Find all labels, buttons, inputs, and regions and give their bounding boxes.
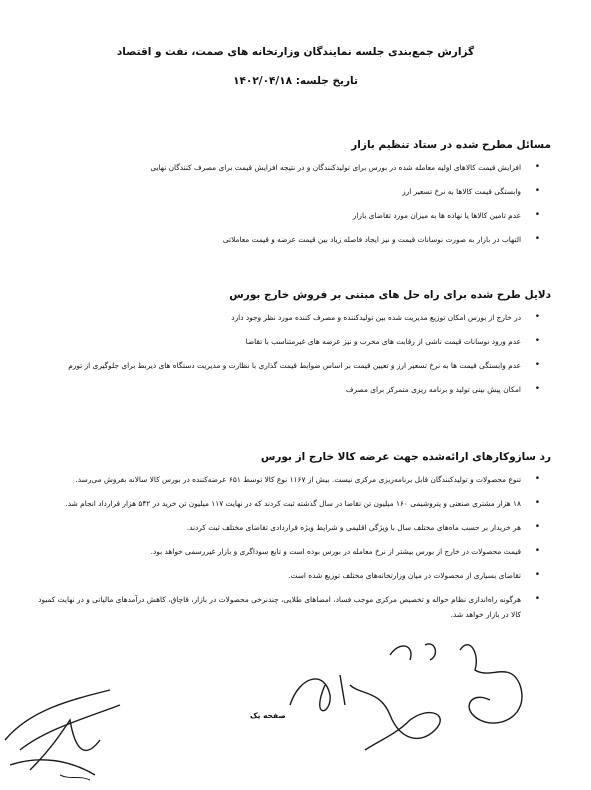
- list-item: • قیمت محصولات در خارج از بورس بیشتر از نرخ معامله در بورس بوده است و تابع سوداگری و بازار غیررسمی خواهد بود.: [31, 544, 551, 559]
- list-item: • وابستگی قیمت کالاها به نرخ تسعیر ارز: [31, 184, 551, 199]
- section-title: رد سازوکارهای ارائه‌شده جهت عرضه کالا خارج از بورس: [260, 451, 551, 463]
- section-market-issues: [31, 139, 551, 256]
- list-item: • ۱۸ هزار مشتری صنعتی و پتروشیمی ۱۶۰ میلیون تن تقاضا در سال گذشته ثبت کردند که در نهایت ۱۱۷ میلیون تن خرید در ۵۴۲ هزار قرارداد انجام شد.: [31, 496, 551, 511]
- list-item: • هر خریدار بر حسب ماه‌های مختلف سال با ویژگی اقلیمی و شرایط ویژه قراردادی تقاضای مختلف ثبت کردند.: [31, 520, 551, 535]
- list-item: • در خارج از بورس امکان توزیع مدیریت شده بین تولیدکننده و مصرف کننده مورد نظر وجود دارد: [31, 310, 551, 325]
- list-item: • تنوع محصولات و تولیدکنندگان قابل برنامه‌ریزی مرکزی نیست. بیش از ۱۱۶۷ نوع کالا توسط ۶۵۱ عرضه‌کننده در بورس کالا سالانه بفروش می‌رسد.: [31, 472, 551, 487]
- section-rejection: [31, 451, 551, 631]
- list-item: • عدم وابستگی قیمت ها به نرخ تسعیر ارز و تعیین قیمت بر اساس ضوابط قیمت گذاری با نظارت و مدیریت دستگاه های ذیربط برای جلوگیری از تورم: [31, 358, 551, 373]
- document-header: [0, 46, 591, 87]
- list-item: • عدم تامین کالاها یا نهاده ها به میزان مورد تقاضای بازار: [31, 208, 551, 223]
- signature-right: [380, 630, 550, 745]
- bullet-list: [31, 160, 551, 247]
- bullet-list: [31, 472, 551, 622]
- list-item: • امکان پیش بینی تولید و برنامه ریزی متمرکز برای مصرف: [31, 382, 551, 397]
- bullet-list: [31, 310, 551, 397]
- signature-left: [0, 680, 135, 790]
- meeting-date: تاریخ جلسه: ۱۴۰۲/۰۴/۱۸: [233, 75, 358, 87]
- list-item: • افزایش قیمت کالاهای اولیه معامله شده در بورس برای تولیدکنندگان و در نتیجه افزایش قیمت برای مصرف کنندگان نهایی: [31, 160, 551, 175]
- section-off-exchange-reasons: [31, 289, 551, 406]
- document-title: گزارش جمع‌بندی جلسه نمایندگان وزارتخانه های صمت، نفت و اقتصاد: [116, 46, 475, 58]
- section-title: دلایل طرح شده برای راه حل های مبتنی بر فروش خارج بورس: [229, 289, 551, 301]
- list-item: • هرگونه راه‌اندازی نظام حواله و تخصیص مرکزی موجب فساد، امضاهای طلایی، چندنرخی محصولات در بازار، قاچاق، کاهش درآمدهای مالیاتی و در نهایت کمبود کالا در بازار خواهد شد.: [31, 592, 551, 622]
- list-item: • التهاب در بازار به صورت نوسانات قیمت و نیز ایجاد فاصله زیاد بین قیمت عرضه و قیمت معاملاتی: [31, 232, 551, 247]
- list-item: • تقاضای بسیاری از محصولات در میان وزارتخانه‌های مختلف توزیع شده است.: [31, 568, 551, 583]
- section-title: مسائل مطرح شده در ستاد تنظیم بازار: [351, 139, 551, 151]
- page-number-label: صفحه یک: [250, 711, 286, 720]
- list-item: • عدم ورود نوسانات قیمت ناشی از رقابت های مخرب و نیز عرضه های غیرمتناسب با تقاضا: [31, 334, 551, 349]
